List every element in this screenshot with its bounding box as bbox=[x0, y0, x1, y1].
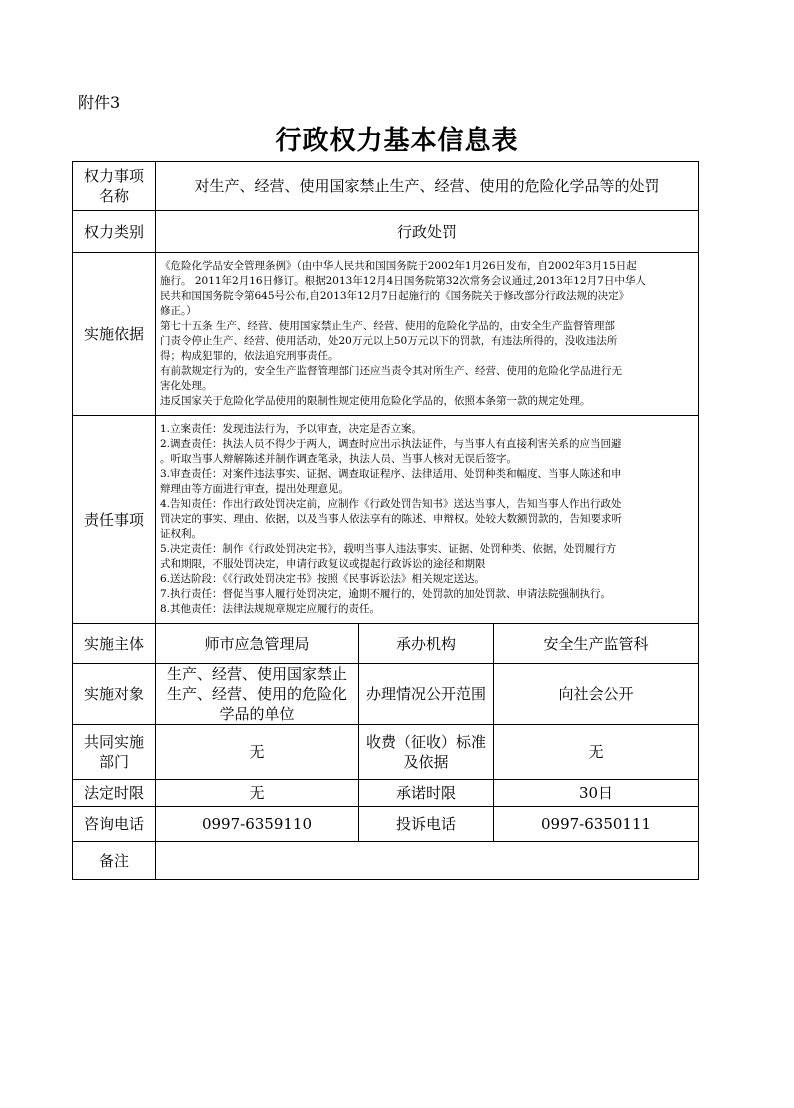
duty-line: 8.其他责任：法律法规规章规定应履行的责任。 bbox=[160, 603, 381, 615]
duty-line: 式和期限，不服处罚决定，申请行政复议或提起行政诉讼的途径和期限 bbox=[160, 558, 486, 570]
duty-line: 2.调查责任：执法人员不得少于两人，调查时应出示执法证件，与当事人有直接利害关系的应当回避 bbox=[160, 438, 622, 450]
basis-line: 民共和国国务院令第645号公布,自2013年12月7日起施行的《国务院关于修改部分行政法规的决定》 bbox=[160, 290, 630, 302]
basis-line: 有前款规定行为的，安全生产监督管理部门还应当责令其对所生产、经营、使用的危险化学品进行无 bbox=[160, 365, 622, 377]
attachment-label: 附件3 bbox=[78, 93, 121, 112]
page-title: 行政权力基本信息表 bbox=[275, 126, 519, 156]
label-duty: 责任事项 bbox=[73, 416, 156, 624]
basis-line: 违反国家关于危险化学品使用的限制性规定使用危险化学品的，依照本条第一款的规定处理。 bbox=[160, 395, 591, 407]
basis-line: 害化处理。 bbox=[160, 380, 213, 392]
duty-line: 1.立案责任：发现违法行为，予以审查，决定是否立案。 bbox=[160, 423, 423, 435]
label-subject: 实施主体 bbox=[73, 624, 156, 664]
basis-line: 得；构成犯罪的，依法追究刑事责任。 bbox=[160, 350, 339, 362]
duty-line: 4.告知责任：作出行政处罚决定前，应制作《行政处罚告知书》送达当事人，告知当事人作出行政处 bbox=[160, 498, 622, 510]
value-subject: 师市应急管理局 bbox=[156, 624, 359, 664]
row-limit bbox=[73, 780, 699, 807]
label-joint: 共同实施部门 bbox=[73, 725, 156, 780]
value-disclosure: 向社会公开 bbox=[494, 664, 699, 725]
value-agency: 安全生产监管科 bbox=[494, 624, 699, 664]
value-target: 生产、经营、使用国家禁止生产、经营、使用的危险化学品的单位 bbox=[156, 664, 359, 725]
row-basis bbox=[73, 253, 699, 416]
info-table bbox=[72, 161, 699, 880]
row-phone bbox=[73, 807, 699, 842]
basis-line: 施行。 2011年2月16日修订。根据2013年12月4日国务院第32次常务会议通过,2013年12月7日中华人 bbox=[160, 275, 646, 287]
label-remark: 备注 bbox=[73, 842, 156, 880]
row-duty bbox=[73, 416, 699, 624]
value-complaint: 0997-6350111 bbox=[494, 807, 699, 842]
value-remark bbox=[156, 842, 699, 880]
row-remark bbox=[73, 842, 699, 880]
value-joint: 无 bbox=[156, 725, 359, 780]
label-basis: 实施依据 bbox=[73, 253, 156, 416]
label-fee: 收费（征收）标准及依据 bbox=[359, 725, 494, 780]
duty-line: 3.审查责任：对案件违法事实、证据、调查取证程序、法律适用、处罚种类和幅度、当事人陈述和申 bbox=[160, 468, 622, 480]
label-agency: 承办机构 bbox=[359, 624, 494, 664]
label-limit: 法定时限 bbox=[73, 780, 156, 807]
label-target: 实施对象 bbox=[73, 664, 156, 725]
value-consult: 0997-6359110 bbox=[156, 807, 359, 842]
label-type: 权力类别 bbox=[73, 211, 156, 253]
duty-line: 7.执行责任：督促当事人履行处罚决定，逾期不履行的，处罚款的加处罚款、申请法院强制执行。 bbox=[160, 588, 612, 600]
basis-line: 第七十五条 生产、经营、使用国家禁止生产、经营、使用的危险化学品的，由安全生产监督管理部 bbox=[160, 320, 615, 332]
duty-line: 辩理由等方面进行审查，提出处理意见。 bbox=[160, 483, 349, 495]
value-fee: 无 bbox=[494, 725, 699, 780]
label-consult: 咨询电话 bbox=[73, 807, 156, 842]
value-name: 对生产、经营、使用国家禁止生产、经营、使用的危险化学品等的处罚 bbox=[156, 162, 699, 211]
label-name: 权力事项名称 bbox=[73, 162, 156, 211]
basis-line: 门责令停止生产、经营、使用活动，处20万元以上50万元以下的罚款，有违法所得的，没收违法所 bbox=[160, 335, 618, 347]
duty-line: 。听取当事人辩解陈述并制作调查笔录，执法人员、当事人核对无误后签字。 bbox=[160, 453, 517, 465]
value-promise: 30日 bbox=[494, 780, 699, 807]
value-duty bbox=[156, 416, 699, 624]
label-disclosure: 办理情况公开范围 bbox=[359, 664, 494, 725]
duty-line: 罚决定的事实、理由、依据，以及当事人依法享有的陈述、申辩权。处较大数额罚款的，告知要求听 bbox=[160, 513, 622, 525]
duty-line: 证权利。 bbox=[160, 528, 202, 540]
row-type bbox=[73, 211, 699, 253]
duty-line: 5.决定责任：制作《行政处罚决定书》，载明当事人违法事实、证据、处罚种类、依据，处罚履行方 bbox=[160, 543, 617, 555]
value-type: 行政处罚 bbox=[156, 211, 699, 253]
basis-line: 《危险化学品安全管理条例》（由中华人民共和国国务院于2002年1月26日发布，自2002年3月15日起 bbox=[160, 260, 637, 272]
value-basis bbox=[156, 253, 699, 416]
duty-line: 6.送达阶段：《《行政处罚决定书》按照《民事诉讼法》相关规定送达。 bbox=[160, 573, 486, 585]
value-limit: 无 bbox=[156, 780, 359, 807]
label-complaint: 投诉电话 bbox=[359, 807, 494, 842]
row-target bbox=[73, 664, 699, 725]
basis-line: 修正。） bbox=[160, 305, 197, 317]
row-joint bbox=[73, 725, 699, 780]
label-promise: 承诺时限 bbox=[359, 780, 494, 807]
row-subject bbox=[73, 624, 699, 664]
row-name bbox=[73, 162, 699, 211]
